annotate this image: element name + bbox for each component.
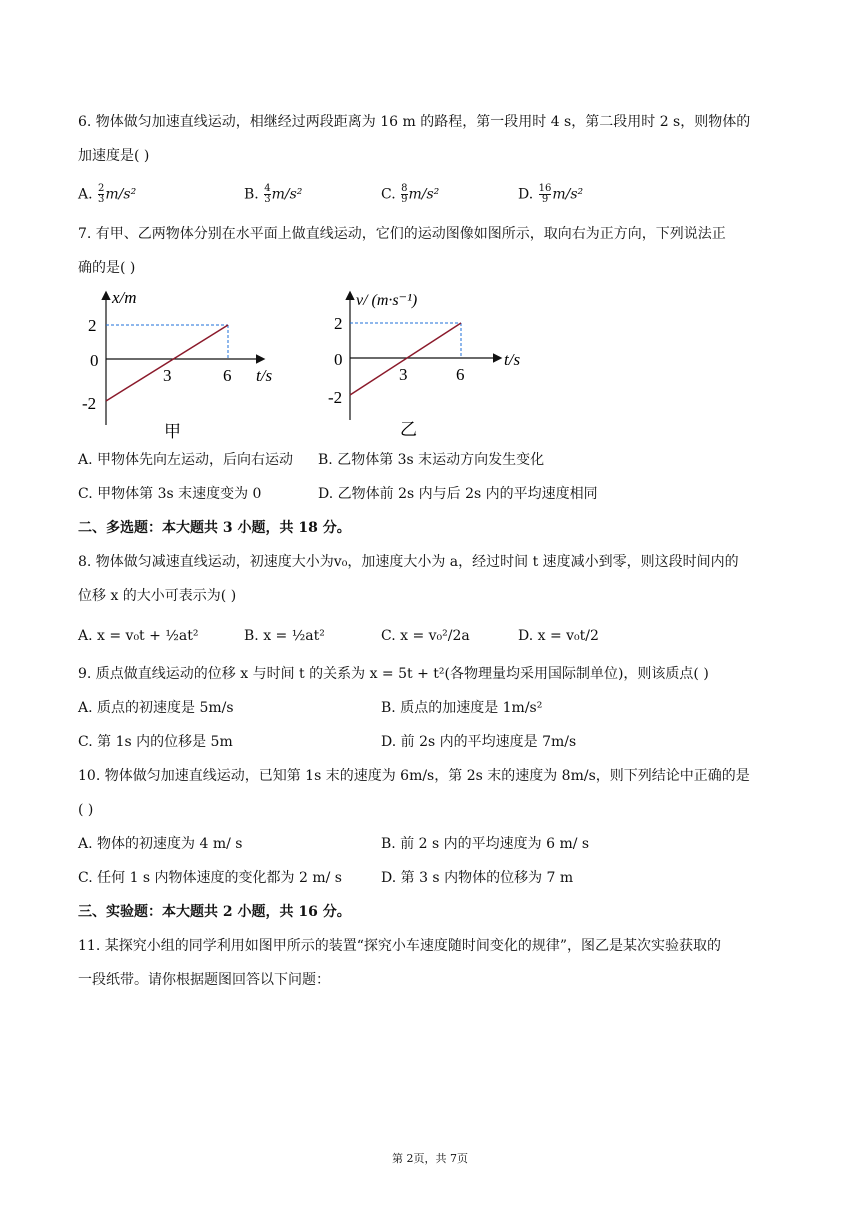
q8-stem-line1: 8. 物体做匀减速直线运动，初速度大小为v₀，加速度大小为 a，经过时间 t 速度减小到零，则这段时间内的	[78, 554, 739, 570]
section-2-heading: 二、多选题：本大题共 3 小题，共 18 分。	[78, 520, 351, 536]
q7-stem-line2: 确的是( )	[78, 260, 136, 276]
yi-tick-6: 6	[456, 365, 465, 384]
jia-tick-neg2: -2	[82, 394, 97, 413]
q9-option-d: D. 前 2s 内的平均速度是 7m/s	[381, 734, 577, 750]
q6-option-a: A. $\frac{2}{3}$ m/s²	[78, 183, 137, 205]
q7-option-c: C. 甲物体第 3s 末速度变为 0	[78, 486, 262, 502]
q6-option-d: D. $\frac{16}{9}$ m/s²	[518, 183, 584, 205]
q10-stem-line2: ( )	[78, 802, 94, 818]
q7-option-a: A. 甲物体先向左运动，后向右运动	[78, 452, 294, 468]
q6-stem-line1: 6. 物体做匀加速直线运动，相继经过两段距离为 16 m 的路程，第一段用时 4 s，第二段用时 2 s，则物体的	[78, 114, 751, 130]
yi-tick-0: 0	[334, 350, 343, 369]
q8-option-d: D. x = v₀t/2	[518, 628, 599, 644]
q6-b-fraction: $\frac{4}{3}$	[264, 183, 271, 205]
jia-caption: 甲	[164, 422, 181, 441]
jia-tick-6: 6	[223, 366, 232, 385]
q6-a-fraction: $\frac{2}{3}$	[98, 183, 105, 205]
graph-jia	[78, 285, 288, 445]
q6-option-c: C. $\frac{8}{9}$ m/s²	[381, 183, 440, 205]
q7-option-d: D. 乙物体前 2s 内与后 2s 内的平均速度相同	[318, 486, 598, 502]
yi-xlabel: t/s	[504, 350, 521, 369]
jia-tick-3: 3	[163, 366, 172, 385]
q6-c-fraction: $\frac{8}{9}$	[401, 183, 408, 205]
q11-stem-line1: 11. 某探究小组的同学利用如图甲所示的装置“探究小车速度随时间变化的规律”，图乙是某次实验获取的	[78, 938, 722, 954]
yi-caption: 乙	[400, 420, 417, 439]
yi-tick-neg2: -2	[328, 388, 343, 407]
jia-tick-2: 2	[88, 316, 97, 335]
q7-stem-line1: 7. 有甲、乙两物体分别在水平面上做直线运动，它们的运动图像如图所示，取向右为正方向，下列说法正	[78, 226, 726, 242]
page-footer: 第 2页，共 7页	[392, 1152, 468, 1165]
section-3-heading: 三、实验题：本大题共 2 小题，共 16 分。	[78, 904, 351, 920]
q6-option-b: B. $\frac{4}{3}$ m/s²	[244, 183, 303, 205]
yi-ylabel: v/ (m·s⁻¹)	[356, 292, 418, 309]
q7-option-b: B. 乙物体第 3s 末运动方向发生变化	[318, 452, 545, 468]
q10-option-b: B. 前 2 s 内的平均速度为 6 m/ s	[381, 836, 590, 852]
q9-option-c: C. 第 1s 内的位移是 5m	[78, 734, 233, 750]
q9-option-a: A. 质点的初速度是 5m/s	[78, 700, 234, 716]
jia-tick-0: 0	[90, 351, 99, 370]
q9-option-b: B. 质点的加速度是 1m/s²	[381, 700, 543, 716]
yi-data-line	[350, 323, 461, 395]
q6-stem-line2: 加速度是( )	[78, 148, 150, 164]
jia-data-line	[106, 325, 228, 401]
q8-option-a: A. x = v₀t + ½at²	[78, 628, 199, 644]
jia-xlabel: t/s	[256, 366, 273, 385]
yi-tick-3: 3	[399, 365, 408, 384]
graph-yi	[328, 285, 538, 445]
q11-stem-line2: 一段纸带。请你根据题图回答以下问题：	[78, 972, 330, 988]
q10-stem-line1: 10. 物体做匀加速直线运动，已知第 1s 末的速度为 6m/s，第 2s 末的速度为 8m/s，则下列结论中正确的是	[78, 768, 750, 784]
q8-option-b: B. x = ½at²	[244, 628, 325, 644]
q10-option-a: A. 物体的初速度为 4 m/ s	[78, 836, 243, 852]
q10-option-c: C. 任何 1 s 内物体速度的变化都为 2 m/ s	[78, 870, 342, 886]
yi-tick-2: 2	[334, 314, 343, 333]
q8-option-c: C. x = v₀²/2a	[381, 628, 470, 644]
q8-stem-line2: 位移 x 的大小可表示为( )	[78, 588, 237, 604]
q6-d-fraction: $\frac{16}{9}$	[538, 183, 552, 205]
jia-ylabel: x/m	[112, 288, 137, 307]
q10-option-d: D. 第 3 s 内物体的位移为 7 m	[381, 870, 574, 886]
q9-stem: 9. 质点做直线运动的位移 x 与时间 t 的关系为 x = 5t + t²(各物理量均采用国际制单位)，则该质点( )	[78, 666, 709, 682]
